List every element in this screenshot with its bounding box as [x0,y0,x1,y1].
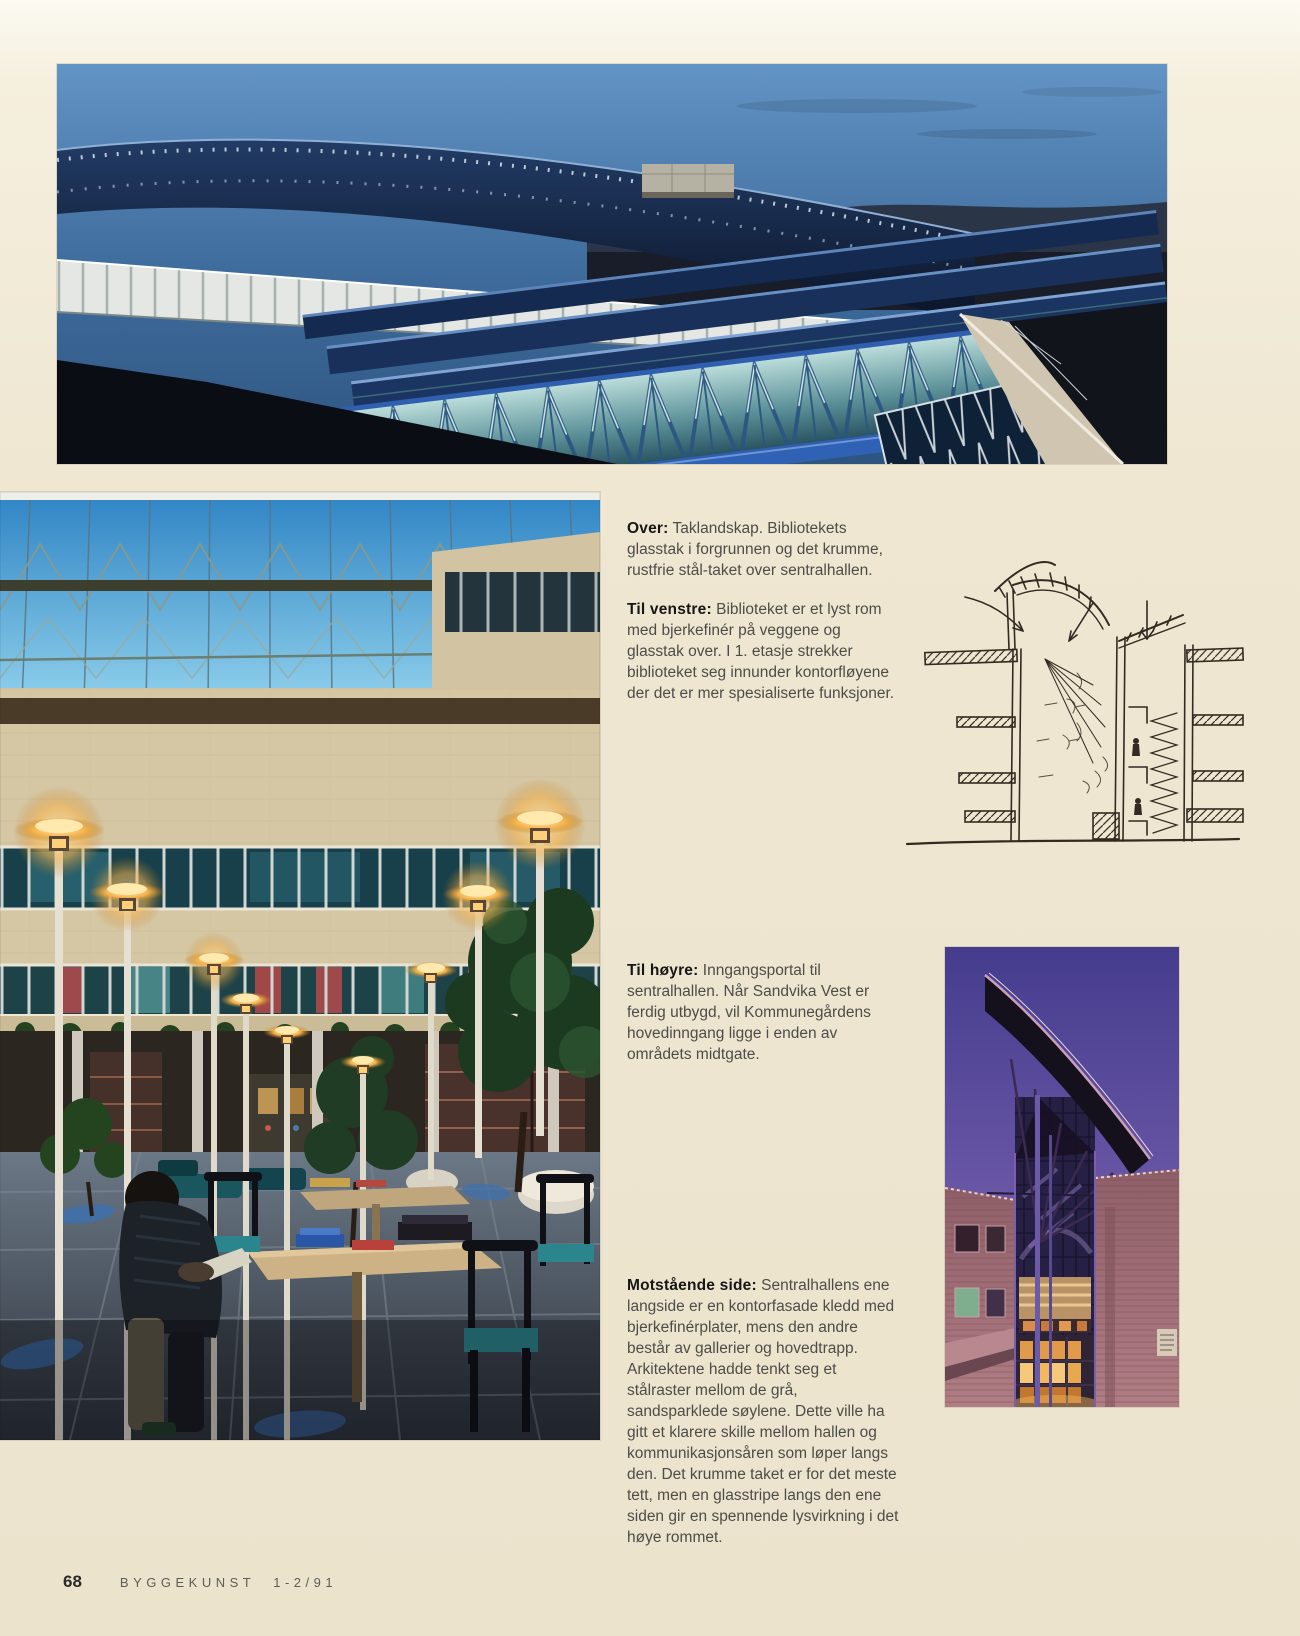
caption-til-venstre [627,599,899,704]
section-sketch [895,545,1247,863]
caption-motstaende-side-label: Motstående side: [627,1276,757,1294]
caption-motstaende-side-text: Sentralhallens ene langside er en kontorfasade kledd med bjerkefinérplater, mens den andre består av gallerier og hovedtrapp. Arkitektene hadde tenkt seg et stålraster mellom de grå, sandsparklede søylene. Dette ville ha gitt et klarere skille mellom hallen og kommunikasjonsåren som løper langs den. Det krumme taket er for det meste tett, men en glasstripe langs den ene siden gir en spennende lysvirkning i det høye rommet. [627,1276,899,1546]
caption-til-hoyre [627,960,899,1065]
caption-over-label: Over: [627,519,669,537]
left-brick-wing [945,1187,1015,1407]
penthouse-box [642,164,734,198]
caption-motstaende-side [627,1275,899,1548]
caption-til-venstre-text: Biblioteket er et lyst rom med bjerkefinér på veggene og glasstak over. I 1. etasje strekker biblioteket seg innunder kontorfløyene der det er mer spesialiserte funksjoner. [627,600,895,702]
magazine-title: BYGGEKUNST [119,1575,256,1590]
page-footer [63,1572,337,1592]
roofscape-photo [57,64,1167,464]
roofscape-photo-illustration [57,64,1167,464]
caption-over [627,518,899,581]
caption-til-hoyre-label: Til høyre: [627,961,699,979]
portal-photo [945,947,1179,1407]
portal-photo-illustration [945,947,1179,1407]
caption-over-text: Taklandskap. Bibliotekets glasstak i forgrunnen og det krumme, rustfrie stål-taket over sentralhallen. [627,519,883,579]
caption-til-venstre-label: Til venstre: [627,600,712,618]
section-sketch-drawing [895,545,1247,863]
atrium-photo [0,492,600,1440]
magazine-issue: 1-2/91 [273,1575,338,1590]
right-brick-wing [1095,1169,1179,1407]
page-number: 68 [63,1572,82,1591]
caption-til-hoyre-text: Inngangsportal til sentralhallen. Når Sandvika Vest er ferdig utbygd, vil Kommunegårdens hovedinngang ligge i enden av områdets midtgate. [627,961,871,1063]
entrance-doors [1011,1335,1099,1407]
atrium-photo-illustration [0,492,600,1440]
